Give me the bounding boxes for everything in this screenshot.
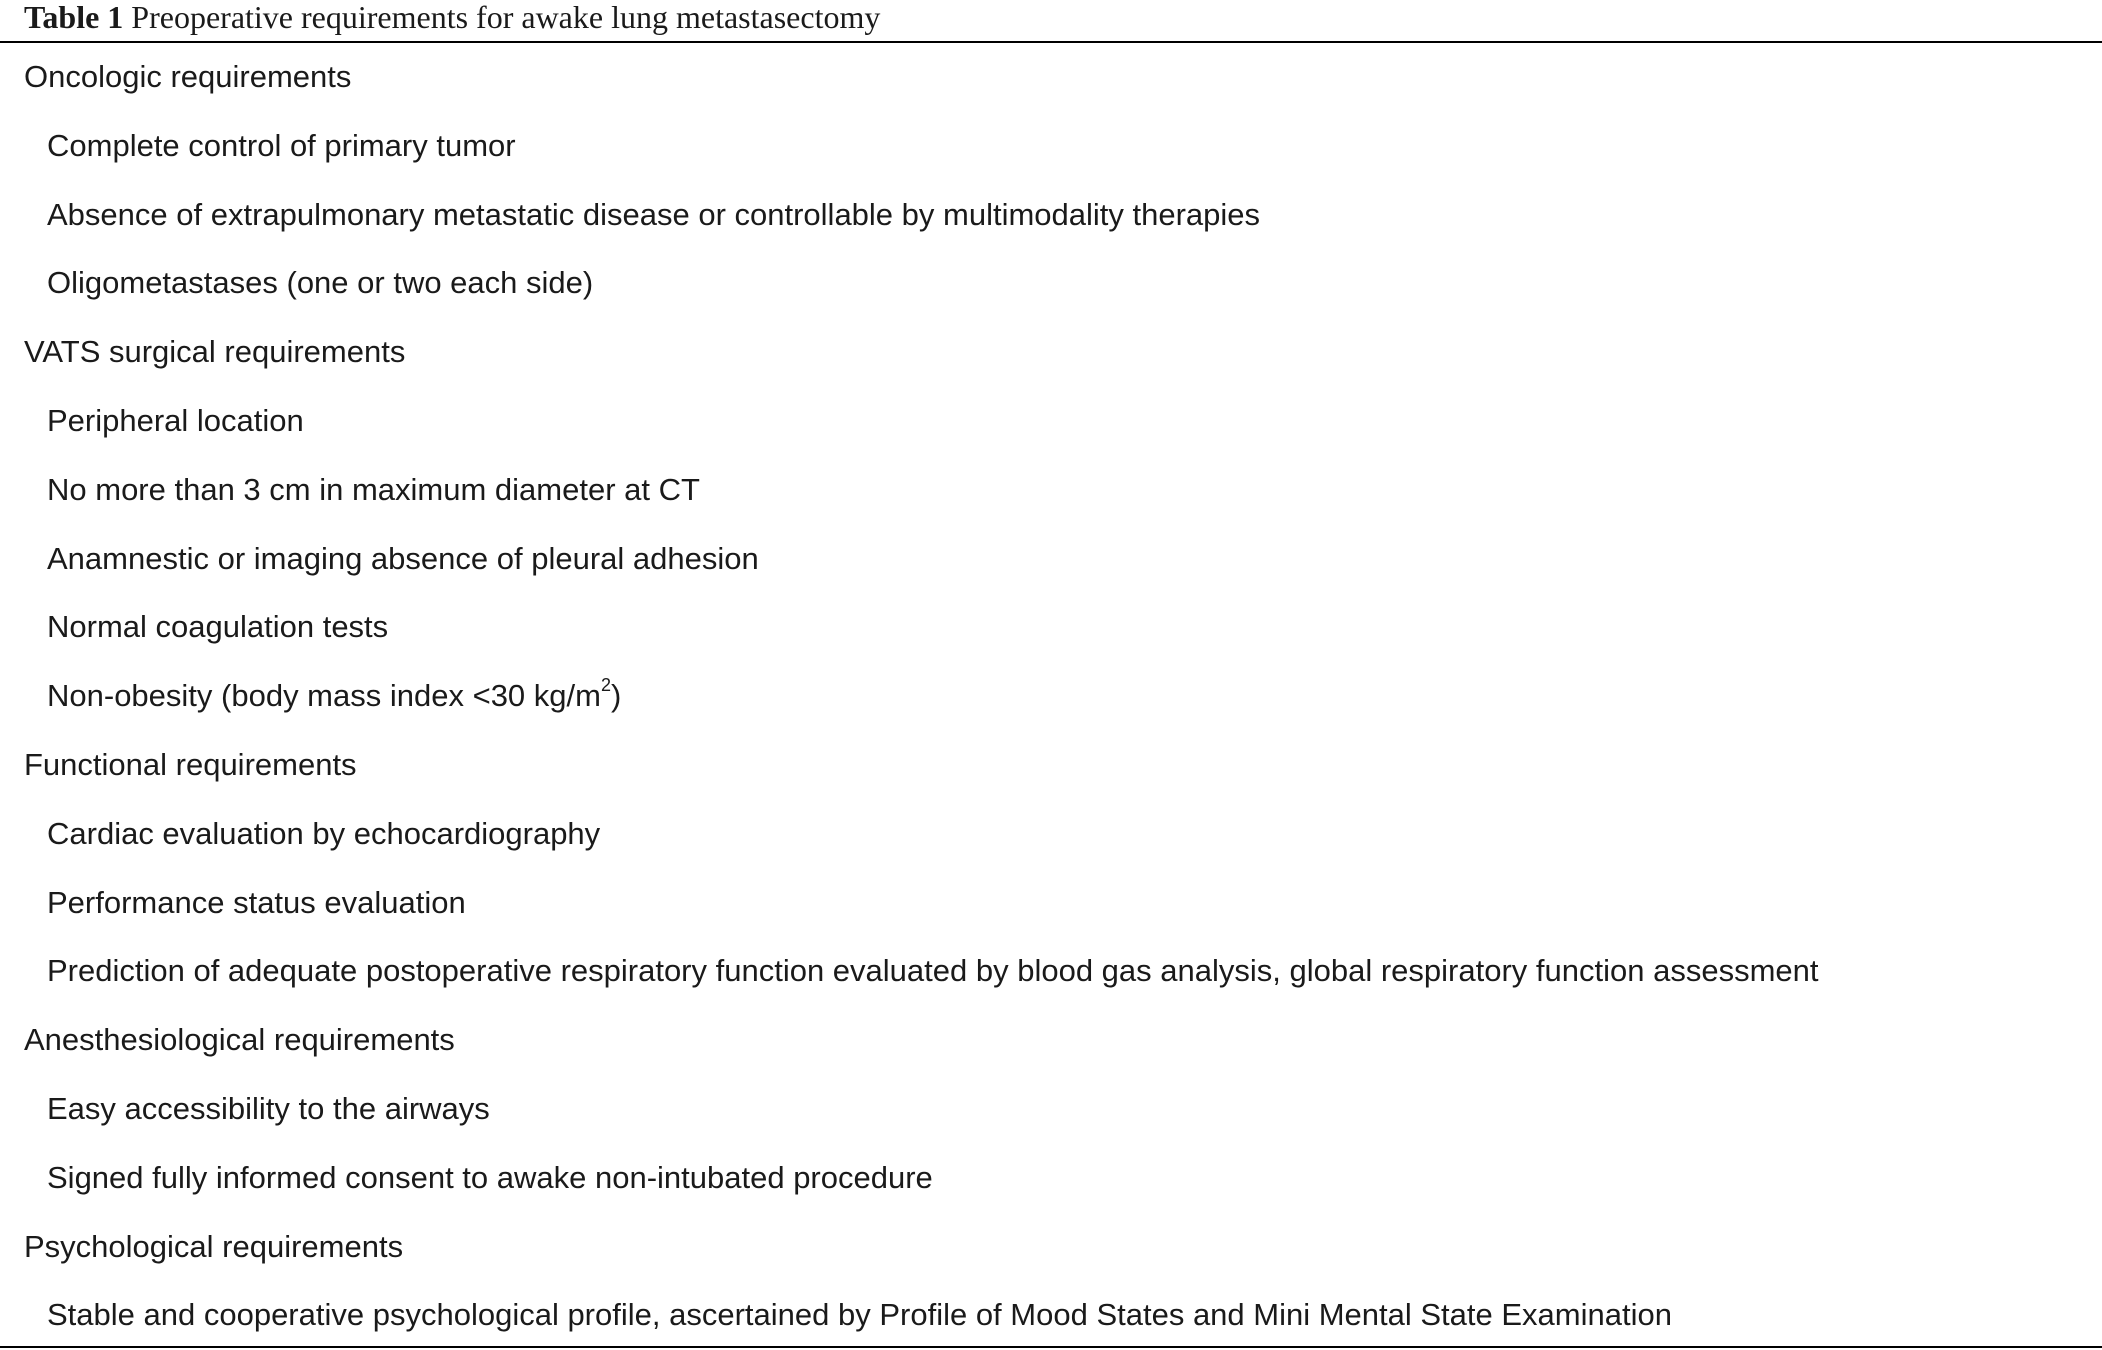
- section-heading-text: Psychological requirements: [24, 1228, 404, 1264]
- table-row: [0, 456, 2102, 525]
- table-bottom-rule: [0, 1346, 2102, 1348]
- section-heading-text: VATS surgical requirements: [24, 334, 406, 370]
- table-caption-title: Preoperative requirements for awake lung metastasectomy: [131, 0, 881, 35]
- row-text: Cardiac evaluation by echocardiography: [47, 815, 601, 851]
- table-row: [0, 662, 2102, 731]
- row-text: Signed fully informed consent to awake non-intubated procedure: [47, 1159, 933, 1195]
- table-row: [0, 249, 2102, 318]
- table-caption: [24, 0, 880, 38]
- table-section-heading: [0, 731, 2102, 800]
- row-text: Prediction of adequate postoperative respiratory function evaluated by blood gas analysis, global respiratory function assessment: [47, 953, 1819, 989]
- row-text: Oligometastases (one or two each side): [47, 265, 594, 301]
- row-text: Peripheral location: [47, 402, 304, 438]
- table-section-heading: [0, 318, 2102, 387]
- row-text: Normal coagulation tests: [47, 609, 389, 645]
- table-caption-label: Table 1: [24, 0, 124, 35]
- table-row: [0, 800, 2102, 869]
- table-row: [0, 1281, 2102, 1350]
- row-superscript: 2: [600, 674, 611, 695]
- row-text: Anamnestic or imaging absence of pleural adhesion: [47, 540, 759, 576]
- table-row: [0, 525, 2102, 594]
- row-text-suffix: ): [610, 678, 622, 714]
- table-body: [0, 43, 2102, 1350]
- section-heading-text: Functional requirements: [24, 746, 357, 782]
- row-text: Performance status evaluation: [47, 884, 466, 920]
- row-text: Absence of extrapulmonary metastatic disease or controllable by multimodality therapies: [47, 196, 1261, 232]
- row-text: Stable and cooperative psychological profile, ascertained by Profile of Mood States and Mini Mental State Examination: [47, 1297, 1672, 1333]
- row-text: No more than 3 cm in maximum diameter at CT: [47, 471, 700, 507]
- row-text: Complete control of primary tumor: [47, 127, 516, 163]
- table-row: [0, 181, 2102, 250]
- row-text: Non-obesity (body mass index <30 kg/m: [47, 678, 601, 714]
- table-row: [0, 593, 2102, 662]
- section-heading-text: Anesthesiological requirements: [24, 1022, 455, 1058]
- table-row: [0, 1144, 2102, 1213]
- table-row: [0, 869, 2102, 938]
- table-section-heading: [0, 1006, 2102, 1075]
- section-heading-text: Oncologic requirements: [24, 59, 352, 94]
- table-row: [0, 937, 2102, 1006]
- table-row: [0, 112, 2102, 181]
- table-row: [0, 1075, 2102, 1144]
- row-text: Easy accessibility to the airways: [47, 1090, 490, 1126]
- table-section-heading: [0, 1213, 2102, 1282]
- table-section-heading: [0, 43, 2102, 112]
- table-row: [0, 387, 2102, 456]
